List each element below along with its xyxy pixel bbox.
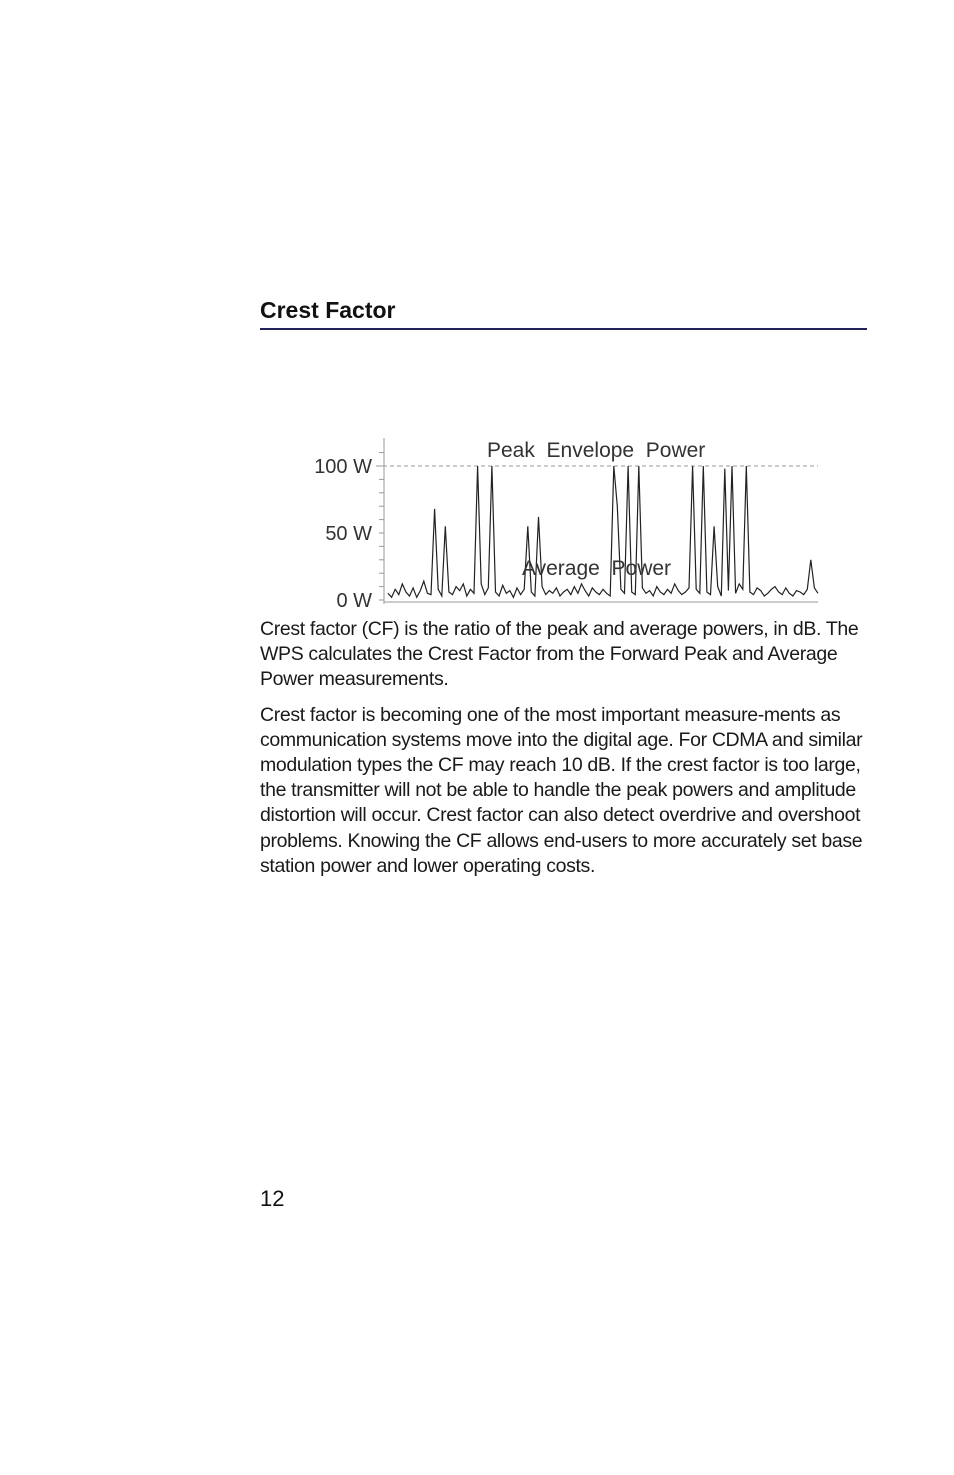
section-header [260,296,867,330]
crest-factor-figure [300,430,830,615]
y-tick-label-50: 50 W [325,523,372,545]
page-number: 12 [260,1186,285,1211]
peak-envelope-power-label: Peak Envelope Power [487,439,706,462]
average-power-label: Average Power [522,557,672,580]
y-tick-label-100: 100 W [314,456,372,478]
y-tick-label-0: 0 W [336,590,372,612]
section-title: Crest Factor [260,297,396,323]
body-text [260,617,870,889]
body-paragraph-1: Crest factor (CF) is the ratio of the peak and average powers, in dB. The WPS calculates the Crest Factor from the Forward Peak and Average Power measurements. [260,618,859,691]
power-chart [300,430,830,615]
body-paragraph-2: Crest factor is becoming one of the most important measure-ments as communication systems move into the digital age. For CDMA and similar modulation types the CF may reach 10 dB. If the crest factor is too large, the transmitter will not be able to handle the peak powers and amplitude distortion will occur. Crest factor can also detect overdrive and overshoot problems. Knowing the CF allows end-users to more accurately set base station power and lower operating costs. [260,703,863,877]
